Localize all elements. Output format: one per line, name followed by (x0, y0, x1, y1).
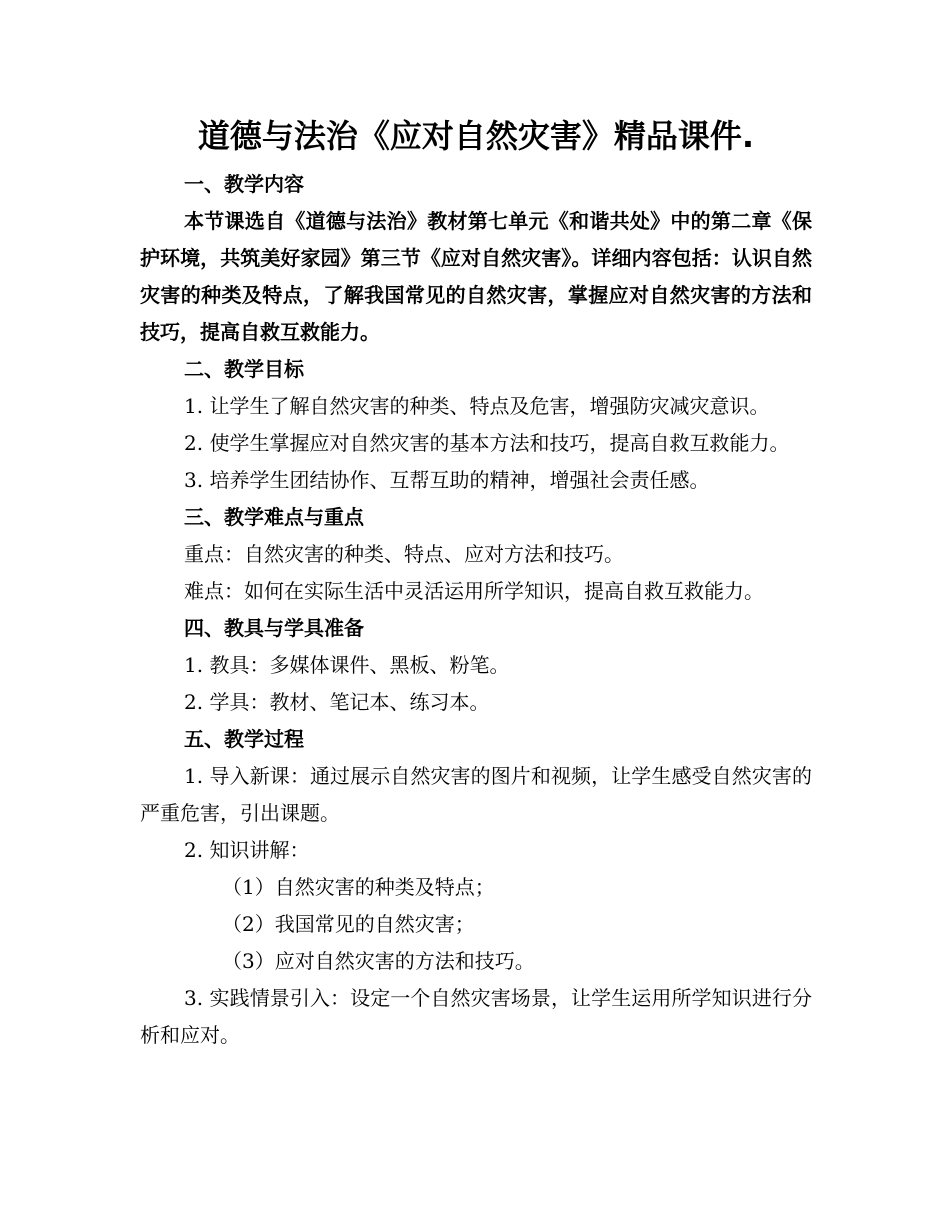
difficulty-item: 难点：如何在实际生活中灵活运用所学知识，提高自救互救能力。 (184, 579, 764, 603)
document-body (140, 112, 812, 1054)
material-item: 2. 学具：教材、笔记本、练习本。 (184, 690, 490, 714)
objective-item: 1. 让学生了解自然灾害的种类、特点及危害，增强防灾减灾意识。 (184, 394, 770, 418)
process-step: 1. 导入新课：通过展示自然灾害的图片和视频，让学生感受自然灾害的严重危害，引出课题。 (140, 764, 812, 825)
section-heading-process: 五、教学过程 (184, 727, 304, 751)
section-heading-materials: 四、教具与学具准备 (184, 616, 364, 640)
section-heading-key-points: 三、教学难点与重点 (184, 505, 364, 529)
objective-item: 3. 培养学生团结协作、互帮互助的精神，增强社会责任感。 (184, 468, 710, 492)
process-subitem: （3）应对自然灾害的方法和技巧。 (222, 949, 535, 973)
document-title: 道德与法治《应对自然灾害》精品课件. (197, 117, 755, 155)
objective-item: 2. 使学生掌握应对自然灾害的基本方法和技巧，提高自救互救能力。 (184, 431, 790, 455)
section-heading-objectives: 二、教学目标 (184, 357, 304, 381)
process-subitem: （1）自然灾害的种类及特点； (222, 875, 495, 899)
key-point-item: 重点：自然灾害的种类、特点、应对方法和技巧。 (184, 542, 624, 566)
process-step: 3. 实践情景引入：设定一个自然灾害场景，让学生运用所学知识进行分析和应对。 (140, 986, 812, 1047)
section-content-intro: 本节课选自《道德与法治》教材第七单元《和谐共处》中的第二章《保护环境，共筑美好家园》第三节《应对自然灾害》。详细内容包括：认识自然灾害的种类及特点，了解我国常见的自然灾害，掌握应对自然灾害的方法和技巧，提高自救互救能力。 (140, 209, 812, 344)
section-heading-content: 一、教学内容 (184, 172, 304, 196)
process-subitem: （2）我国常见的自然灾害； (222, 912, 475, 936)
process-step: 2. 知识讲解： (184, 838, 310, 862)
material-item: 1. 教具：多媒体课件、黑板、粉笔。 (184, 653, 510, 677)
